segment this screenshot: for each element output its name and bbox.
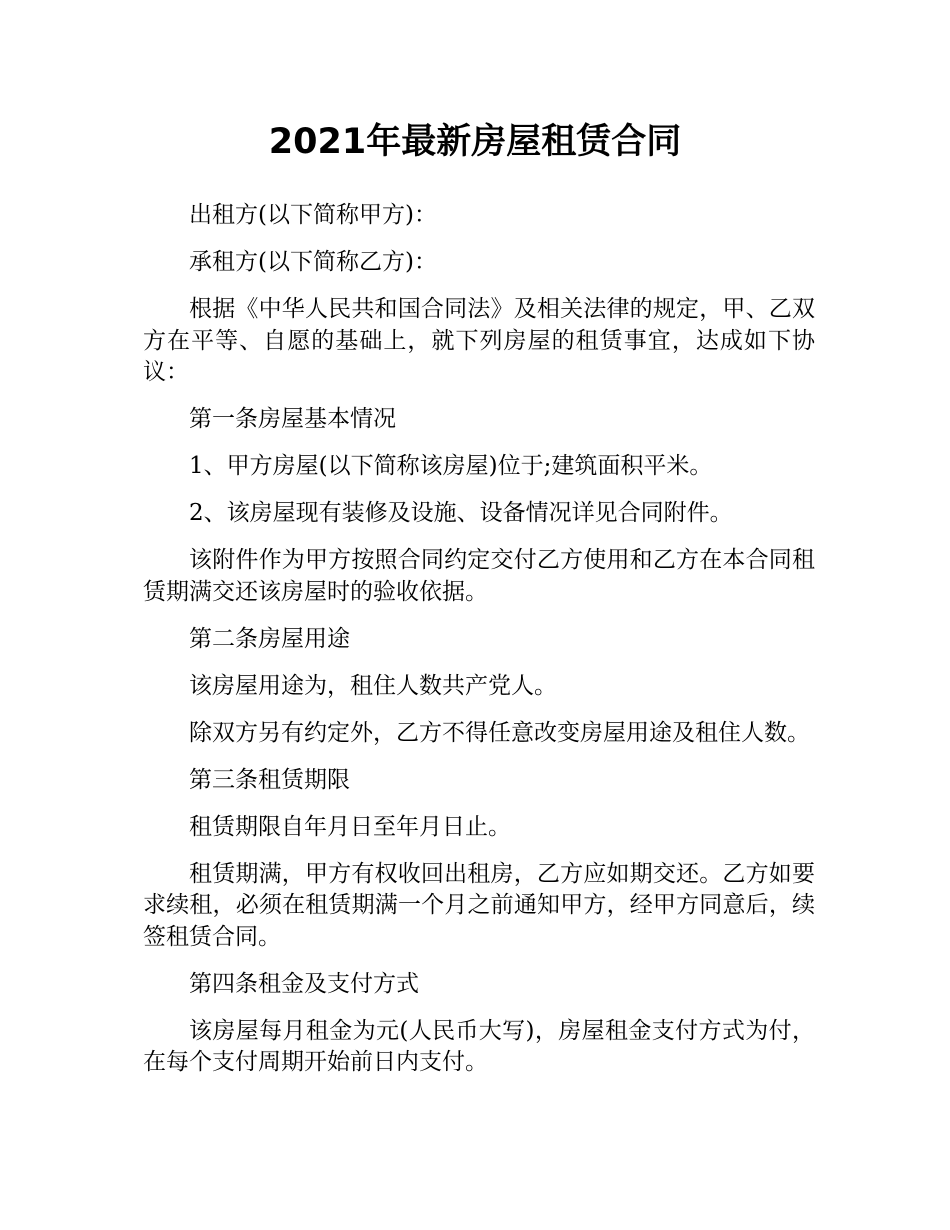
paragraph-clause: 租赁期满，甲方有权收回出租房，乙方应如期交还。乙方如要求续租，必须在租赁期满一个月之前通知甲方，经甲方同意后，续签租赁合同。 — [143, 860, 815, 950]
paragraph-clause: 1、甲方房屋(以下简称该房屋)位于;建筑面积平米。 — [189, 453, 713, 479]
paragraph-clause: 该房屋每月租金为元(人民币大写)，房屋租金支付方式为付，在每个支付周期开始前日内支付。 — [143, 1017, 815, 1075]
heading-article-4: 第四条租金及支付方式 — [189, 970, 419, 997]
paragraph-clause: 除双方另有约定外，乙方不得任意改变房屋用途及租住人数。 — [189, 719, 810, 746]
heading-article-2: 第二条房屋用途 — [189, 625, 350, 652]
document-body — [143, 200, 815, 1094]
paragraph-lessee: 承租方(以下简称乙方)： — [189, 249, 437, 275]
paragraph-preamble: 根据《中华人民共和国合同法》及相关法律的规定，甲、乙双方在平等、自愿的基础上，就下列房屋的租赁事宜，达成如下协议： — [143, 296, 815, 385]
heading-article-3: 第三条租赁期限 — [189, 766, 350, 793]
document-title: 2021年最新房屋租赁合同 — [268, 122, 682, 162]
heading-article-1: 第一条房屋基本情况 — [189, 406, 396, 432]
paragraph-clause: 该附件作为甲方按照合同约定交付乙方使用和乙方在本合同租赁期满交还该房屋时的验收依据。 — [143, 547, 815, 605]
paragraph-clause: 租赁期限自年月日至年月日止。 — [189, 813, 511, 840]
paragraph-clause: 该房屋用途为，租住人数共产党人。 — [189, 672, 557, 699]
paragraph-lessor: 出租方(以下简称甲方)： — [189, 202, 437, 228]
paragraph-clause: 2、该房屋现有装修及设施、设备情况详见合同附件。 — [189, 500, 733, 526]
